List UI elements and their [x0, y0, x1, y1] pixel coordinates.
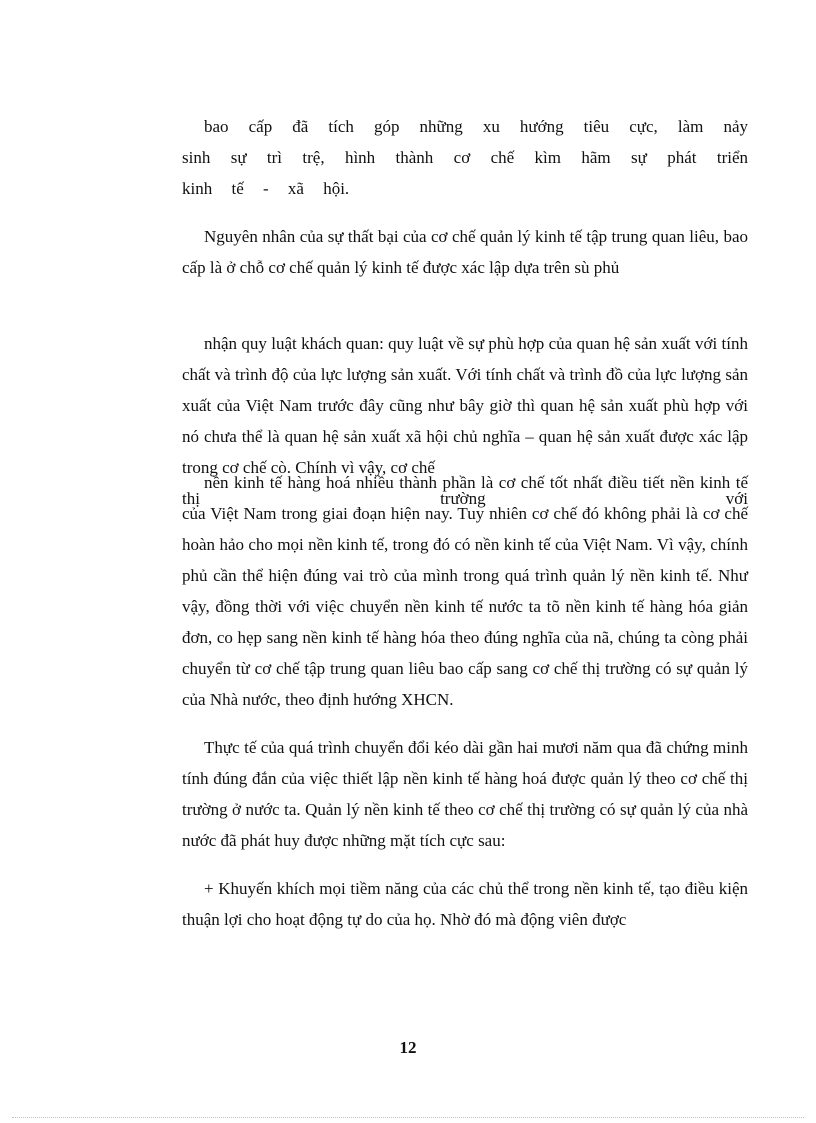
split-word-1: thị [182, 489, 200, 508]
paragraph-5: Thực tế của quá trình chuyển đổi kéo dài gần hai mươi năm qua đã chứng minh tính đúng đắn của việc thiết lập nền kinh tế hàng hoá được quản lý theo cơ chế thị trường ở nước ta. Quản lý nền kinh tế theo cơ chế thị trường có sự quản lý của nhà nước đã phát huy được những mặt tích cực sau: [182, 738, 748, 850]
paragraph-2: Nguyên nhân của sự thất bại của cơ chế quản lý kinh tế tập trung quan liêu, bao cấp là ở chỗ cơ chế quản lý kinh tế được xác lập dựa trên sù phủ [182, 227, 748, 277]
paragraph-1: bao cấp đã tích góp những xu hướng tiêu cực, làm nảy sinh sự trì trệ, hình thành cơ chế kìm hãm sự phát triển kinh tế - xã hội. [182, 117, 748, 198]
split-word-3: với [725, 489, 748, 508]
page-number: 12 [399, 1038, 417, 1057]
body-text-top [182, 111, 748, 283]
paragraph-3: nhận quy luật khách quan: quy luật về sự phù hợp của quan hệ sản xuất với tính chất và trình độ của lực lượng sản xuất. Với tính chất và trình đồ của lực lượng sản xuất của Việt Nam trước đây cũng như bây giờ thì quan hệ sản xuất phù hợp với nó chưa thể là quan hệ sản xuất xã hội chủ nghĩa – quan hệ sản xuất được xác lập trong cơ chế cò. Chính vì vậy, cơ chế [182, 334, 748, 477]
split-word-2: trường [440, 489, 486, 508]
body-text-bottom [182, 467, 748, 935]
paragraph-6: + Khuyến khích mọi tiềm năng của các chủ thể trong nền kinh tế, tạo điều kiện thuận lợi cho hoạt động tự do của họ. Nhờ đó mà động viên được [182, 879, 748, 929]
footer-divider [12, 1117, 804, 1118]
paragraph-4: nền kinh tế hàng hoá nhiều thành phần là cơ chế tốt nhất điều tiết nền kinh tế của Việt Nam trong giai đoạn hiện nay. Tuy nhiên cơ chế đó không phải là cơ chế hoàn hảo cho mọi nền kinh tế, trong đó có nền kinh tế của Việt Nam. Vì vậy, chính phủ cần thể hiện đúng vai trò của mình trong quá trình quản lý nền kinh tế. Như vậy, đồng thời với việc chuyển nền kinh tế nước ta tõ nền kinh tế hàng hóa giản đơn, co hẹp sang nền kinh tế hàng hóa theo đúng nghĩa của nã, chúng ta còng phải chuyển từ cơ chế tập trung quan liêu bao cấp sang cơ chế thị trường có sự quản lý của Nhà nước, theo định hướng XHCN. [182, 473, 748, 709]
